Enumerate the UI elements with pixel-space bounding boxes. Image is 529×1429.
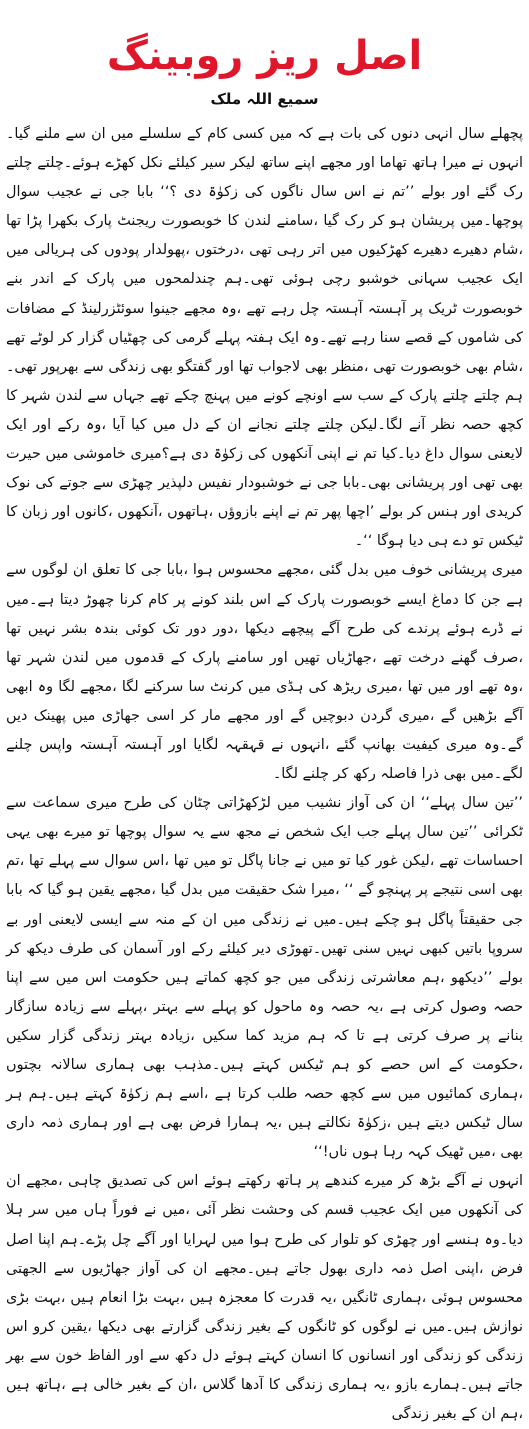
article-title: اصل ریز روبینگ [106, 33, 423, 79]
article-body [6, 120, 523, 1429]
paragraph: میری پریشانی خوف میں بدل گئی ،مجھے محسوس ہوا ،بابا جی کا تعلق ان لوگوں سے ہے جن کا دماغ ایسے خوبصورت پارک کے اس بلند کونے پر کام کرنا چھوڑ دیتا ہے۔میں نے ڈرے ہوئے پرندے کی طرح آگے پیچھے دیکھا ،دور دور تک کوئی بندہ بشر نہیں تھا ،صرف گھنے درخت تھے ،جھاڑیاں تھیں اور سامنے پارک کے قدموں میں لندن شہر تھا ،وہ تھے اور میں تھا ،میری ریڑھ کی ہڈی میں کرنٹ سا سرکنے لگا ،مجھے لگا وہ ابھی آگے بڑھیں گے ،میری گردن دبوچیں گے اور مجھے مار کر اسی جھاڑی میں پھینک دیں گے۔وہ میری کیفیت بھانپ گئے ،انہوں نے قہقہہ لگایا اور آہستہ آہستہ واپس چلنے لگے۔میں بھی ذرا فاصلہ رکھ کر چلنے لگا۔ [6, 562, 523, 783]
author-name: سمیع اللہ ملک [210, 90, 319, 108]
paragraph: ’’تین سال پہلے‘‘ ان کی آواز نشیب میں لڑکھڑاتی چٹان کی طرح میری سماعت سے ٹکرائی ’’تین سال پہلے جب ایک شخص نے مجھ سے یہ سوال پوچھا تو میرے بھی یہی احساسات تھے ،لیکن غور کیا تو میں نے جانا پاگل تو میں تھا ،اس سوال سے پہلے تھا ،تم بھی اسی نتیجے پر پہنچو گے ‘‘ ،میرا شک حقیقت میں بدل گیا ،مجھے یقین ہو گیا کہ بابا جی حقیقتاً پاگل ہو چکے ہیں۔میں نے زندگی میں ان کے منہ سے ایسی لایعنی اور بے سروپا باتیں کبھی نہیں سنی تھیں۔تھوڑی دیر کیلئے رکے اور آسمان کی طرف دیکھ کر بولے ’’دیکھو ،ہم معاشرتی زندگی میں جو کچھ کماتے ہیں حکومت اس میں سے اپنا حصہ وصول کرتی ہے ،یہ حصہ وہ ماحول کو پہلے سے بہتر ،پہلے سے زیادہ سازگار بنانے پر صرف کرتی ہے تا کہ ہم مزید کما سکیں ،زیادہ بہتر زندگی گزار سکیں ،حکومت کے اس حصے کو ہم ٹیکس کہتے ہیں۔مذہب بھی ہماری سالانہ بچتوں ،ہماری کمائیوں میں سے کچھ حصہ طلب کرتا ہے ،اسے ہم زکوٰۃ کہتے ہیں۔ہم ہر سال ٹیکس دیتے ہیں ،زکوٰۃ نکالتے ہیں ،یہ ہمارا فرض بھی ہے اور ہماری ذمہ داری بھی ،میں ٹھیک کہہ رہا ہوں ناں!‘‘ [6, 795, 523, 1161]
paragraph: انہوں نے آگے بڑھ کر میرے کندھے پر ہاتھ رکھتے ہوئے اس کی تصدیق چاہی ،مجھے ان کی آنکھوں میں ایک عجیب قسم کی وحشت نظر آئی ،میں نے فوراً ہاں میں سر ہلا دیا۔وہ ہنسے اور چھڑی کو تلوار کی طرح ہوا میں لہرایا اور آگے چل پڑے۔ہم اپنا اصل فرض ،اپنی اصل ذمہ داری بھول جاتے ہیں۔مجھے ان کی آواز جھاڑیوں سے الجھتی محسوس ہوئی ،ہماری ٹانگیں ،یہ قدرت کا معجزہ ہیں ،بہت بڑا انعام ہیں ،بہت بڑی نوازش ہیں۔میں نے لوگوں کو ٹانگوں کے بغیر زندگی گزارتے بھی دیکھا ،یقین کرو اس زندگی کو زندگی اور انسانوں کا انسان کہتے ہوئے دل دکھ سے اور الفاظ خون سے بھر جاتے ہیں۔ہمارے بازو ،یہ ہماری زندگی کا آدھا گلاس ،ان کے بغیر خالی ہے ،ہاتھ ہیں ،ہم ان کے بغیر زندگی [6, 1173, 523, 1423]
paragraph: پچھلے سال انہی دنوں کی بات ہے کہ میں کسی کام کے سلسلے میں ان سے ملنے گیا۔انہوں نے میرا ہاتھ تھاما اور مجھے اپنے ساتھ لیکر سیر کیلئے نکل کھڑے ہوئے۔چلتے چلتے رک گئے اور بولے ’’تم نے اس سال ناگوں کی زکوٰۃ دی ؟‘‘ بابا جی نے عجیب سوال پوچھا۔میں پریشان ہو کر رک گیا ،سامنے لندن کا خوبصورت ریجنٹ پارک بکھرا پڑا تھا ،شام دھیرے دھیرے کھڑکیوں میں اتر رہی تھی ،درختوں ،پھولدار پودوں کی ہریالی میں ایک عجیب سہانی خوشبو رچی ہوئی تھی۔ہم چندلمحوں میں پارک کے اندر بنے خوبصورت ٹریک پر آہستہ آہستہ چل رہے تھے ،وہ مجھے جینوا سوئٹزرلینڈ کے مضافات کی شاموں کے قصے سنا رہے تھے۔وہ ایک ہفتہ پہلے گرمی کی چھٹیاں گزار کر لوٹے تھے ،شام بھی خوبصورت تھی ،منظر بھی لاجواب تھا اور گفتگو بھی زندگی سے بھرپور تھی۔ہم چلتے چلتے پارک کے سب سے اونچے کونے میں پہنچ چکے تھے جہاں سے لندن شہر کا کچھ حصہ نظر آنے لگا۔لیکن چلتے چلتے نجانے ان کے دل میں کیا آیا ،وہ رکے اور ایک لایعنی سوال داغ دیا۔کیا تم نے اپنی آنکھوں کی زکوٰۃ دی ہے؟میری خاموشی میں حیرت بھی تھی اور پریشانی بھی۔بابا جی نے خوشبودار نفیس دلپذیر چھڑی سے جوتے کی نوک کریدی اور ہنس کر بولے ’اچھا پھر تم نے اپنے بازوؤں ،ہاتھوں ،آنکھوں ،کانوں اور زبان کا ٹیکس تو دے ہی دیا ہوگا ‘‘۔ [6, 126, 523, 550]
